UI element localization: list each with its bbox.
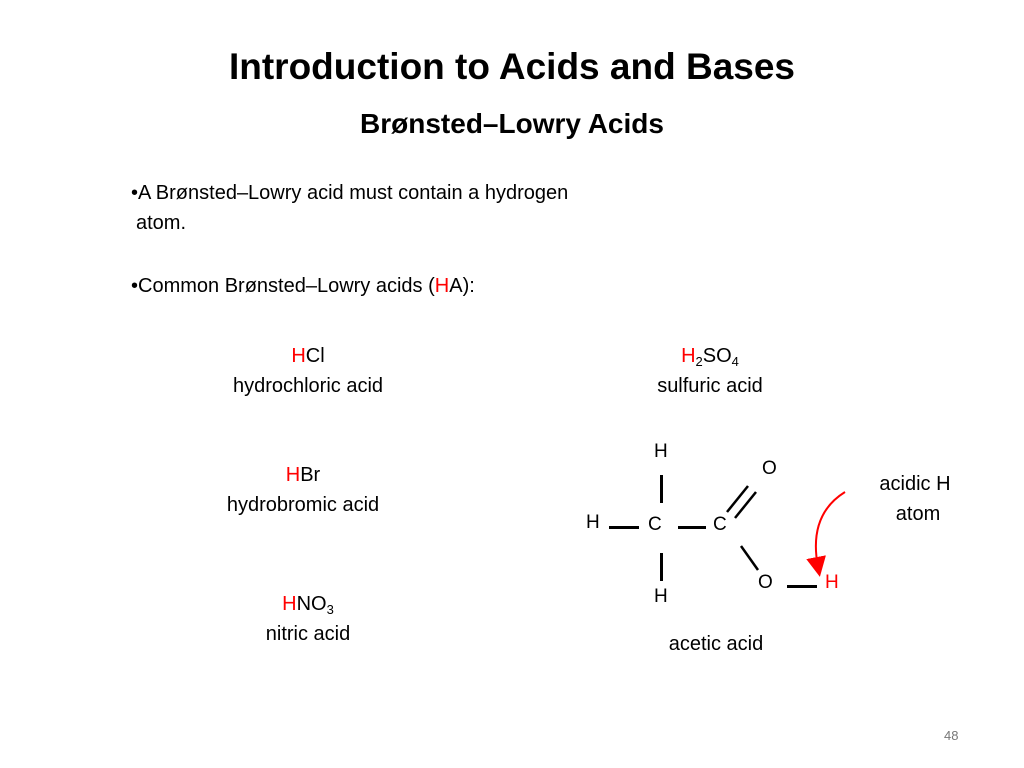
bullet-2-suffix: A):: [449, 275, 475, 297]
h2so4-h: H: [681, 345, 696, 367]
h2so4-name: sulfuric acid: [657, 375, 763, 397]
atom-h-bottom: H: [654, 586, 668, 607]
hno3-sub: 3: [326, 602, 334, 617]
hcl-rest: Cl: [305, 345, 325, 367]
atom-c2: C: [713, 514, 727, 535]
hno3-name: nitric acid: [265, 623, 351, 645]
atom-h-left: H: [586, 512, 600, 533]
h2so4-sub2: 4: [731, 354, 739, 369]
slide-subtitle: Brønsted–Lowry Acids: [360, 108, 664, 139]
acidic-h-arrow: [816, 492, 845, 567]
bond-c2-o-double-2: [735, 492, 756, 518]
hcl-h: H: [291, 345, 306, 367]
slide-title: Introduction to Acids and Bases: [228, 46, 796, 87]
h2so4-sub1: 2: [695, 354, 703, 369]
acetic-acid-name: acetic acid: [668, 633, 764, 655]
atom-o-top: O: [762, 458, 777, 479]
hbr-name: hydrobromic acid: [226, 494, 380, 516]
atom-h-top: H: [654, 441, 668, 462]
acidic-h-label-line-2: atom: [895, 503, 941, 525]
hbr-rest: Br: [300, 464, 321, 486]
atom-h-acidic: H: [825, 572, 839, 593]
page-number: 48: [944, 728, 959, 743]
hbr-h: H: [285, 464, 301, 486]
bullet-2-h: H: [434, 275, 450, 297]
bond-c2-o-double-1: [727, 486, 748, 512]
acidic-h-label-line-1: acidic H: [879, 473, 951, 495]
bullet-2-prefix: •Common Brønsted–Lowry acids (: [131, 275, 435, 297]
bond-c2-o-single: [741, 546, 758, 570]
hcl-name: hydrochloric acid: [232, 375, 384, 397]
bullet-1-line-1: •A Brønsted–Lowry acid must contain a hydrogen: [131, 182, 569, 204]
bullet-1-line-2: atom.: [136, 212, 187, 234]
atom-o-bottom: O: [758, 572, 773, 593]
h2so4-rest: SO: [702, 345, 732, 367]
hno3-h: H: [282, 593, 297, 615]
hno3-rest: NO: [296, 593, 327, 615]
atom-c1: C: [648, 514, 662, 535]
